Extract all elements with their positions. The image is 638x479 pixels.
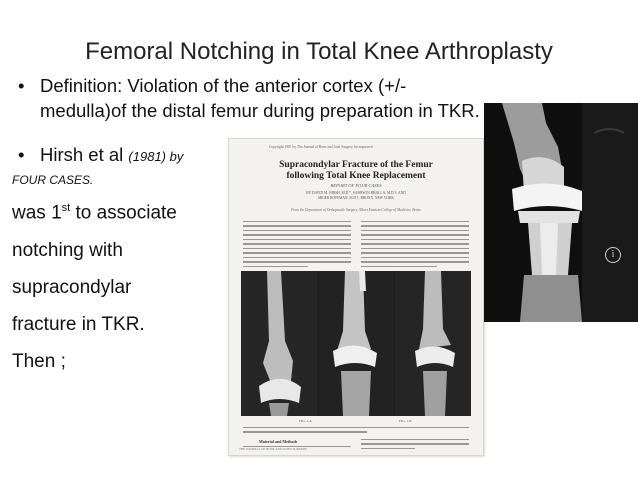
body-line-1	[12, 202, 177, 224]
text-column-left	[243, 221, 351, 270]
bullet-hirsh-detail: (1981) by	[128, 149, 184, 164]
article-title-line2: following Total Knee Replacement	[286, 171, 426, 181]
article-title	[229, 160, 483, 182]
radiograph-figures	[241, 271, 471, 416]
ordinal-suffix: st	[61, 202, 71, 214]
knee-xray-image	[484, 103, 638, 322]
body-line-4: fracture in TKR.	[12, 314, 145, 335]
authors-line2: MEIER ROFFMAN, M.D.†, BRONX, NEW YORK	[318, 196, 394, 200]
bullet-hirsh	[18, 142, 184, 169]
bullet-definition-line1: Definition: Violation of the anterior cortex (+/-	[40, 75, 407, 96]
four-cases-text: FOUR CASES.	[12, 173, 94, 187]
article-footer: THE JOURNAL OF BONE AND JOINT SURGERY	[239, 447, 308, 451]
article-authors	[229, 191, 483, 201]
slide-title: Femoral Notching in Total Knee Arthroplasty	[85, 38, 553, 65]
knee-radiograph-right	[484, 103, 638, 322]
body-line-1-post: to associate	[70, 202, 177, 224]
article-title-line1: Supracondylar Fracture of the Femur	[279, 160, 433, 170]
bullet-hirsh-main: Hirsh et al	[40, 144, 129, 165]
body-line-3: supracondylar	[12, 277, 132, 298]
fig-label-a: FIG. 1-A	[299, 419, 312, 423]
bullet-marker: •	[18, 75, 25, 96]
material-methods-heading: Material and Methods	[259, 439, 298, 444]
bullet-marker: •	[18, 144, 25, 165]
text-column-right	[361, 221, 469, 270]
body-line-5: Then ;	[12, 351, 66, 372]
info-icon[interactable]: i	[605, 247, 621, 263]
authors-line1: BY DAVID M. HIRSH, M.D.*, SAMPSON BHALLA, M.D.†, AND	[306, 191, 406, 195]
article-header: Copyright 1981 by The Journal of Bone and Joint Surgery, Incorporated	[269, 145, 373, 149]
bottom-column-right	[361, 439, 469, 452]
bullet-definition-line2: medulla)of the distal femur during preparation in TKR.	[40, 100, 480, 121]
body-line-1-pre: was 1	[12, 202, 62, 224]
caption-lines	[243, 427, 469, 436]
bullet-definition	[18, 73, 480, 123]
body-line-2: notching with	[12, 240, 123, 261]
article-report: REPORT OF FOUR CASES	[330, 183, 382, 188]
article-affiliation: From the Department of Orthopaedic Surgery, Albert Einstein College of Medicine, Bronx	[291, 208, 421, 212]
fig-label-b: FIG. 1-B	[399, 419, 412, 423]
journal-article-image	[228, 138, 484, 456]
